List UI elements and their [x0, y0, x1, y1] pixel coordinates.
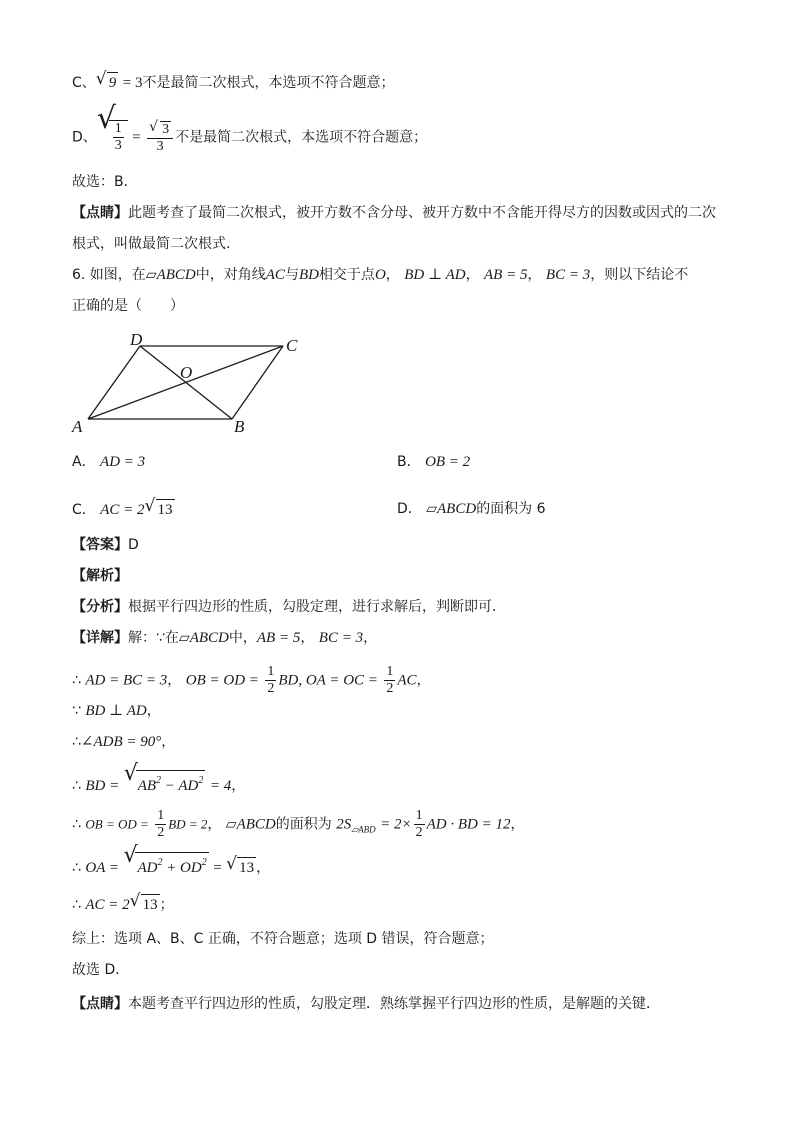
label-b: B: [234, 417, 245, 436]
detail-line: 【详解】解：∵在▱ABCD中，AB = 5， BC = 3，: [72, 630, 378, 646]
parallelogram-figure: [68, 330, 318, 440]
question-6: 6. 如图，在▱ABCD中，对角线AC与BD相交于点O， BD ⊥ AD， AB = 5， BC = 3，则以下结论不: [72, 267, 689, 283]
sqrt-one-third: √ $\frac{1}{3}$: [97, 120, 128, 154]
step-2: ∵ BD ⊥ AD，: [72, 703, 161, 719]
label-a: A: [72, 417, 83, 436]
prev-choose: 故选：B．: [72, 174, 138, 190]
final-comment: 【点睛】本题考查平行四边形的性质，勾股定理．熟练掌握平行四边形的性质，是解题的关键．: [72, 996, 660, 1012]
prev-comment-cont: 根式，叫做最简二次根式．: [72, 236, 240, 252]
step-7: ∴ AC = 2 √ 13 ；: [72, 891, 174, 913]
label-d: D: [130, 330, 143, 349]
answer-line: 【答案】D: [72, 537, 139, 553]
summary-line: 综上：选项 A、B、C 正确，不符合题意；选项 D 错误，符合题意；: [72, 931, 494, 947]
step-1: ∴ AD = BC = 3， OB = OD = $\frac{1}{2}$ BD, OA = OC = $\frac{1}{2}$ AC，: [72, 664, 431, 696]
analysis-heading: 【解析】: [72, 568, 128, 584]
diagonal-bd: [140, 346, 232, 419]
option-b: B． OB = 2: [397, 454, 471, 470]
option-a: A． AD = 3: [72, 454, 146, 470]
step-3: ∴∠ADB = 90°，: [72, 734, 176, 750]
final-choose: 故选 D．: [72, 962, 130, 978]
fenxi-line: 【分析】根据平行四边形的性质，勾股定理，进行求解后，判断即可．: [72, 599, 506, 615]
label-c: C: [286, 336, 298, 355]
step-4: ∴ BD = √ $AB^2 - AD^2 = 4$，: [72, 761, 246, 794]
label-o: O: [180, 363, 193, 382]
step-5: ∴ OB = OD = $\frac{1}{2}$ BD = 2， ▱ABCD的面积为 $2S_{▱ABD} = 2\times$ $\frac{1}{2}$ AD · BD = 12，: [72, 808, 525, 840]
option-d-prev: D、 √ $\frac{1}{3}$ = √ 3 3 不是最简二次根式，本选项不符合题意；: [72, 101, 428, 154]
frac-sqrt3-over-3: √ 3 3: [147, 121, 173, 155]
question-6-line2: 正确的是（ ）: [72, 298, 184, 314]
step-6: ∴ OA = √ $AD^2 + OD^2$ = √ 13 ，: [72, 843, 271, 876]
edge-ad: [88, 346, 140, 419]
option-d: D． ▱ABCD的面积为 6: [397, 501, 546, 517]
sqrt-9: √ 9: [95, 69, 117, 91]
edge-cb: [232, 346, 283, 419]
option-c-prev: C、 √ 9 = 3不是最简二次根式，本选项不符合题意；: [72, 69, 395, 91]
option-c: C． AC = 2 √ 13: [72, 496, 173, 518]
prev-comment: 【点睛】此题考查了最简二次根式，被开方数不含分母、被开方数中不含能开得尽方的因数或因式的二次: [72, 205, 716, 221]
